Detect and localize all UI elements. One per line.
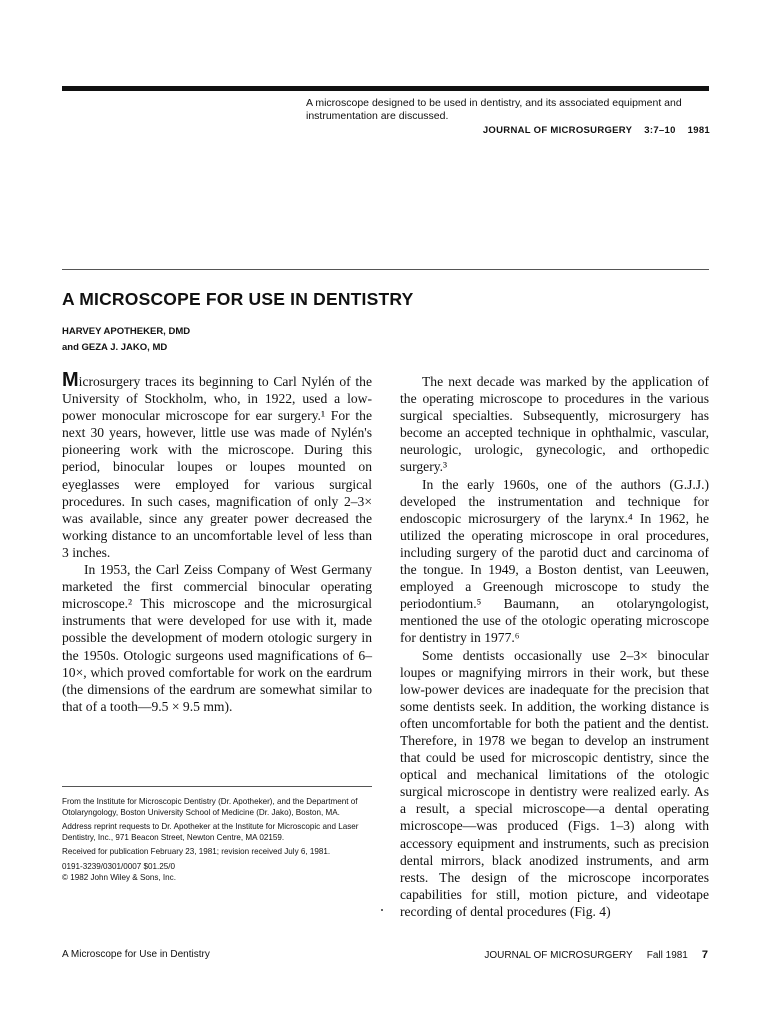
author-2: and GEZA J. JAKO, MD xyxy=(62,342,168,353)
right-paragraph-3: Some dentists occasionally use 2–3× binocular loupes or magnifying mirrors in their work, but these low-power devices are inadequate for the precision that some dentists seek. In addition, the working distance is often uncomfortable for both the patient and the dentist. Therefore, in 1978 we began to develop an instrument that could be used for microscopic dentistry, since the optical and mechanical limitations of the otologic surgical microscope in dentistry were realized early. As a result, a special microscope—a dental operating microscope—was produced (Figs. 1–3) along with accessory equipment and instruments, such as precision dental mirrors, black anodized instruments, and arm rests. The design of the microscope incorporates capabilities for still, motion picture, and videotape recording of dental procedures (Fig. 4) xyxy=(400,647,709,919)
footnote-copyright: © 1982 John Wiley & Sons, Inc. xyxy=(62,872,176,882)
top-rule xyxy=(62,86,709,91)
footnote-rule xyxy=(62,786,372,787)
title-rule xyxy=(62,269,709,270)
author-1: HARVEY APOTHEKER, DMD xyxy=(62,326,191,337)
footer-journal-name: JOURNAL OF MICROSURGERY xyxy=(484,950,633,961)
footnote-affiliation: From the Institute for Microscopic Dentistry (Dr. Apotheker), and the Department of Otolaryngology, Boston University School of Medicine (Dr. Jako), Boston, MA. xyxy=(62,797,358,817)
left-column xyxy=(62,369,372,715)
left-paragraph-2: In 1953, the Carl Zeiss Company of West Germany marketed the first commercial binocular operating microscope.² This microscope and the microsurgical instruments that were developed for use with it, made possible the development of modern otologic surgery in the 1950s. Otologic surgeons used magnifications of 6–10×, which proved comfortable for work on the eardrum (the dimensions of the eardrum are somewhat similar to that of a tooth—9.5 × 9.5 mm). xyxy=(62,562,372,714)
drop-cap: M xyxy=(62,369,79,391)
stray-dot xyxy=(381,909,383,911)
article-title: A MICROSCOPE FOR USE IN DENTISTRY xyxy=(62,289,414,309)
footnote-address: Address reprint requests to Dr. Apotheker at the Institute for Microscopic and Laser Dentistry, Inc., 971 Beacon Street, Newton Centre, MA 02159. xyxy=(62,822,359,842)
footnote-code: 0191-3239/0301/0007 $01.25/0 xyxy=(62,861,175,871)
journal-pages: 3:7–10 xyxy=(644,125,676,136)
footer-season: Fall 1981 xyxy=(646,950,688,961)
running-footer-journal xyxy=(484,949,708,961)
left-paragraph-1: Microsurgery traces its beginning to Carl Nylén of the University of Stockholm, who, in 1922, used a low-power monocular microscope for ear surgery.¹ For the next 30 years, however, little use was made of Nylén's pioneering work with the microscope. During this period, binocular loupes or loupes mounted on eyeglasses were employed for various surgical procedures. In such cases, magnification of only 2–3× was available, since any greater power decreased the working distance to an uncomfortable level of less than 3 inches. xyxy=(62,369,372,560)
abstract-text: A microscope designed to be used in dentistry, and its associated equipment and instrumentation are discussed. xyxy=(306,97,682,122)
journal-citation xyxy=(306,124,710,137)
running-footer-title: A Microscope for Use in Dentistry xyxy=(62,949,210,960)
right-paragraph-1: The next decade was marked by the application of the operating microscope to procedures in the various surgical specialties. Subsequently, microsurgery has become an accepted technique in ophthalmic, vascular, neurologic, urologic, gynecologic, and orthopedic surgery.³ xyxy=(400,374,709,475)
page-number: 7 xyxy=(701,949,708,961)
footnotes xyxy=(62,797,374,883)
journal-name: JOURNAL OF MICROSURGERY xyxy=(482,125,633,136)
right-paragraph-2: In the early 1960s, one of the authors (G.J.J.) developed the instrumentation and technique for endoscopic microsurgery of the larynx.⁴ In 1962, he utilized the operating microscope in oral procedures, including surgery of the parotid duct and carcinoma of the tongue. In 1949, a Boston dentist, van Leeuwen, employed a Greenough microscope to study the periodontium.⁵ Baumann, an otolaryngologist, mentioned the use of the otologic operating microscope for dentistry in 1977.⁶ xyxy=(400,476,709,646)
journal-year: 1981 xyxy=(687,125,710,136)
author-block xyxy=(62,324,190,356)
footnote-received: Received for publication February 23, 1981; revision received July 6, 1981. xyxy=(62,847,331,857)
abstract-block xyxy=(306,97,710,137)
right-column xyxy=(400,373,709,920)
